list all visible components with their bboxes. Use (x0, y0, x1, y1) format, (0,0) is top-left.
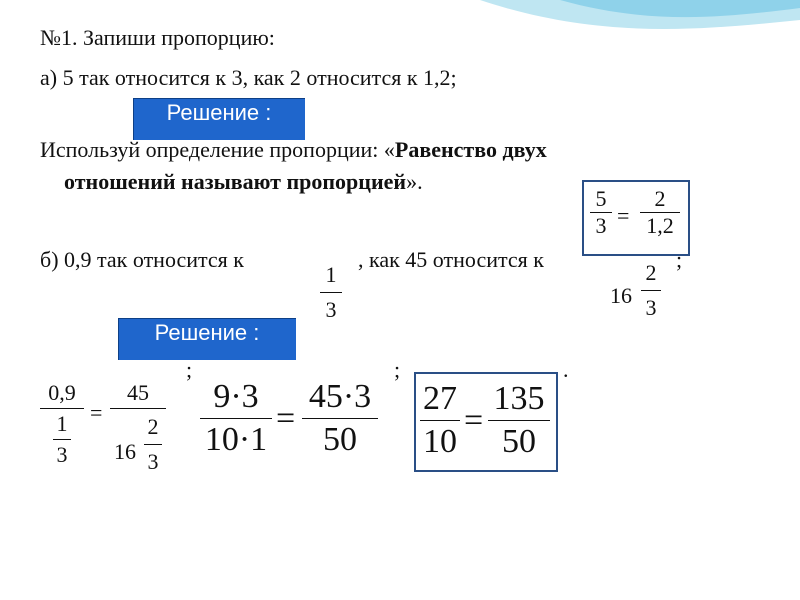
mixed-whole: 16 (610, 283, 632, 308)
part-b-text-2: , как 45 относится к (358, 247, 544, 272)
step3-left-fraction (420, 380, 460, 461)
step1-right-fraction (110, 380, 166, 411)
denominator: 1,2 (646, 213, 674, 238)
step2-right-fraction (302, 378, 378, 459)
definition-line-1 (40, 138, 547, 162)
denominator: 10 (423, 423, 457, 460)
numerator: 2 (645, 260, 657, 285)
mixed-fraction (641, 260, 661, 321)
equals-sign: = (276, 400, 296, 437)
numerator: 45 (127, 380, 149, 405)
denominator: 3 (645, 295, 657, 320)
numerator: 2 (654, 186, 666, 211)
step2-left-fraction (200, 378, 272, 459)
fraction-bar (144, 444, 162, 445)
numerator: 9·3 (213, 378, 259, 415)
numerator: 1 (325, 262, 337, 287)
inner-denominator: 3 (56, 442, 68, 467)
denominator: 3 (595, 213, 607, 238)
step3-right-fraction (488, 380, 550, 461)
inner-fraction-bar (53, 439, 71, 440)
numerator: 45·3 (308, 378, 372, 415)
fraction-bar (302, 418, 378, 419)
denominator: 50 (502, 423, 536, 460)
part-b-text-1: б) 0,9 так относится к (40, 247, 244, 272)
inner-numerator: 1 (56, 411, 68, 436)
definition-intro: Используй определение пропорции: « (40, 137, 395, 162)
fraction-bar (200, 418, 272, 419)
task-title: №1. Запиши пропорцию: (40, 25, 275, 50)
part-b-semicolon: ; (676, 247, 683, 272)
fraction-bar (320, 292, 342, 293)
solution-label: Решение : (166, 100, 272, 125)
equals-sign: = (90, 400, 103, 425)
numerator: 27 (423, 380, 457, 417)
definition-line-2 (64, 170, 423, 194)
fraction-bar (488, 420, 550, 421)
equals-sign: = (617, 203, 630, 228)
denominator: 50 (323, 421, 357, 458)
fraction-bar (420, 420, 460, 421)
answer-a-fraction-left (590, 186, 612, 239)
equals-sign: = (464, 402, 484, 439)
fraction-bar (40, 408, 84, 409)
numerator: 5 (595, 186, 607, 211)
numerator: 135 (493, 380, 545, 417)
answer-a-fraction-right (640, 186, 680, 239)
definition-bold-1: Равенство двух (394, 137, 547, 162)
part-a-text: а) 5 так относится к 3, как 2 относится к 1,2; (40, 65, 457, 90)
denominator: 3 (147, 449, 159, 474)
fraction-bar (110, 408, 166, 409)
separator-semicolon-1: ; (186, 357, 193, 382)
solution-button-b[interactable] (118, 318, 296, 360)
separator-semicolon-2: ; (394, 357, 401, 382)
definition-bold-2: отношений называют пропорцией (64, 169, 407, 194)
separator-period: . (563, 357, 569, 382)
solution-button-a[interactable] (133, 98, 305, 140)
fraction-one-third (320, 262, 342, 323)
step1-mixed-whole: 16 (114, 439, 136, 464)
numerator: 0,9 (48, 380, 76, 405)
numerator: 2 (147, 414, 159, 439)
step1-mixed-fraction (144, 414, 162, 475)
fraction-bar (641, 290, 661, 291)
definition-end: ». (406, 169, 423, 194)
solution-label: Решение : (154, 320, 260, 345)
step1-left-fraction (40, 380, 84, 468)
denominator: 10·1 (204, 421, 268, 458)
denominator: 3 (325, 297, 337, 322)
